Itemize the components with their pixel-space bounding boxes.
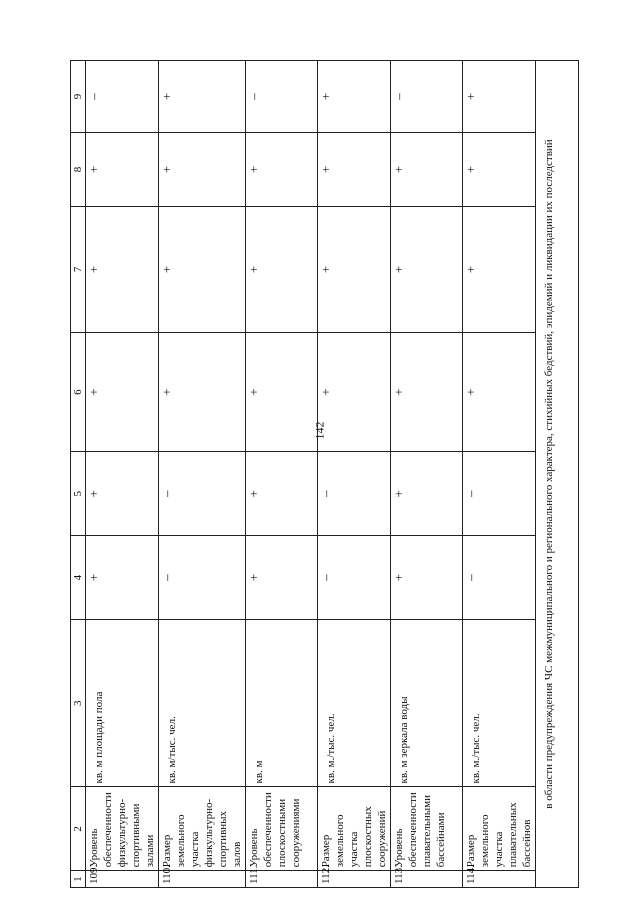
applicability-mark: +	[318, 332, 391, 452]
table-row	[159, 61, 246, 888]
applicability-mark: –	[318, 536, 391, 620]
table-row	[86, 61, 159, 888]
applicability-mark: +	[318, 207, 391, 333]
column-header: 9	[71, 61, 86, 133]
column-header: 2	[71, 787, 86, 871]
column-header: 1	[71, 871, 86, 888]
unit-of-measure: кв. м/тыс. чел.	[159, 619, 246, 787]
table-row	[318, 61, 391, 888]
applicability-mark: –	[159, 452, 246, 536]
indicator-name: Размер земельного участка плавательных бассейнов	[463, 787, 536, 871]
applicability-mark: +	[463, 61, 536, 133]
unit-of-measure: кв. м./тыс. чел.	[463, 619, 536, 787]
page-number: 142	[312, 421, 327, 440]
applicability-mark: –	[463, 452, 536, 536]
column-header: 5	[71, 452, 86, 536]
applicability-mark: +	[391, 332, 463, 452]
applicability-mark: +	[246, 332, 318, 452]
applicability-mark: +	[159, 207, 246, 333]
applicability-mark: +	[463, 207, 536, 333]
applicability-mark: –	[86, 61, 159, 133]
row-number: 114.	[463, 871, 536, 888]
applicability-mark: +	[86, 536, 159, 620]
applicability-mark: –	[159, 536, 246, 620]
applicability-mark: +	[159, 61, 246, 133]
indicator-name: Уровень обеспеченности физкультурно-спортивными залами	[86, 787, 159, 871]
applicability-mark: +	[391, 452, 463, 536]
applicability-mark: +	[86, 332, 159, 452]
indicator-name: Размер земельного участка физкультурно-спортивных залов	[159, 787, 246, 871]
applicability-mark: –	[318, 452, 391, 536]
table-row	[391, 61, 463, 888]
column-number-row	[71, 61, 86, 888]
indicator-table	[70, 60, 579, 888]
applicability-mark: +	[246, 132, 318, 206]
applicability-mark: –	[246, 61, 318, 133]
applicability-mark: +	[159, 332, 246, 452]
applicability-mark: +	[86, 207, 159, 333]
applicability-mark: +	[391, 536, 463, 620]
applicability-mark: +	[246, 452, 318, 536]
indicator-name: Уровень обеспеченности плавательными бассейнами	[391, 787, 463, 871]
applicability-mark: +	[463, 332, 536, 452]
applicability-mark: +	[318, 132, 391, 206]
row-number: 112.	[318, 871, 391, 888]
unit-of-measure: кв. м./тыс. чел.	[318, 619, 391, 787]
applicability-mark: +	[159, 132, 246, 206]
indicator-name: Размер земельного участка плоскостных сооружений	[318, 787, 391, 871]
indicator-name: Уровень обеспеченности плоскостными сооружениями	[246, 787, 318, 871]
applicability-mark: +	[86, 132, 159, 206]
applicability-mark: +	[318, 61, 391, 133]
applicability-mark: +	[391, 132, 463, 206]
table-row	[463, 61, 536, 888]
column-header: 7	[71, 207, 86, 333]
column-header: 4	[71, 536, 86, 620]
row-number: 109.	[86, 871, 159, 888]
column-header: 3	[71, 619, 86, 787]
unit-of-measure: кв. м	[246, 619, 318, 787]
section-footer-row	[536, 61, 579, 888]
rotated-table-sheet	[70, 60, 570, 888]
applicability-mark: +	[463, 132, 536, 206]
applicability-mark: –	[463, 536, 536, 620]
table-row	[246, 61, 318, 888]
unit-of-measure: кв. м площади пола	[86, 619, 159, 787]
row-number: 111.	[246, 871, 318, 888]
row-number: 110.	[159, 871, 246, 888]
applicability-mark: +	[246, 536, 318, 620]
applicability-mark: +	[86, 452, 159, 536]
unit-of-measure: кв. м зеркала воды	[391, 619, 463, 787]
column-header: 8	[71, 132, 86, 206]
applicability-mark: –	[391, 61, 463, 133]
section-footer-text: в области предупреждения ЧС межмуниципального и регионального характера, стихийных бедствий, эпидемий и ликвидации их последствий	[536, 61, 579, 888]
applicability-mark: +	[391, 207, 463, 333]
applicability-mark: +	[246, 207, 318, 333]
column-header: 6	[71, 332, 86, 452]
row-number: 113.	[391, 871, 463, 888]
